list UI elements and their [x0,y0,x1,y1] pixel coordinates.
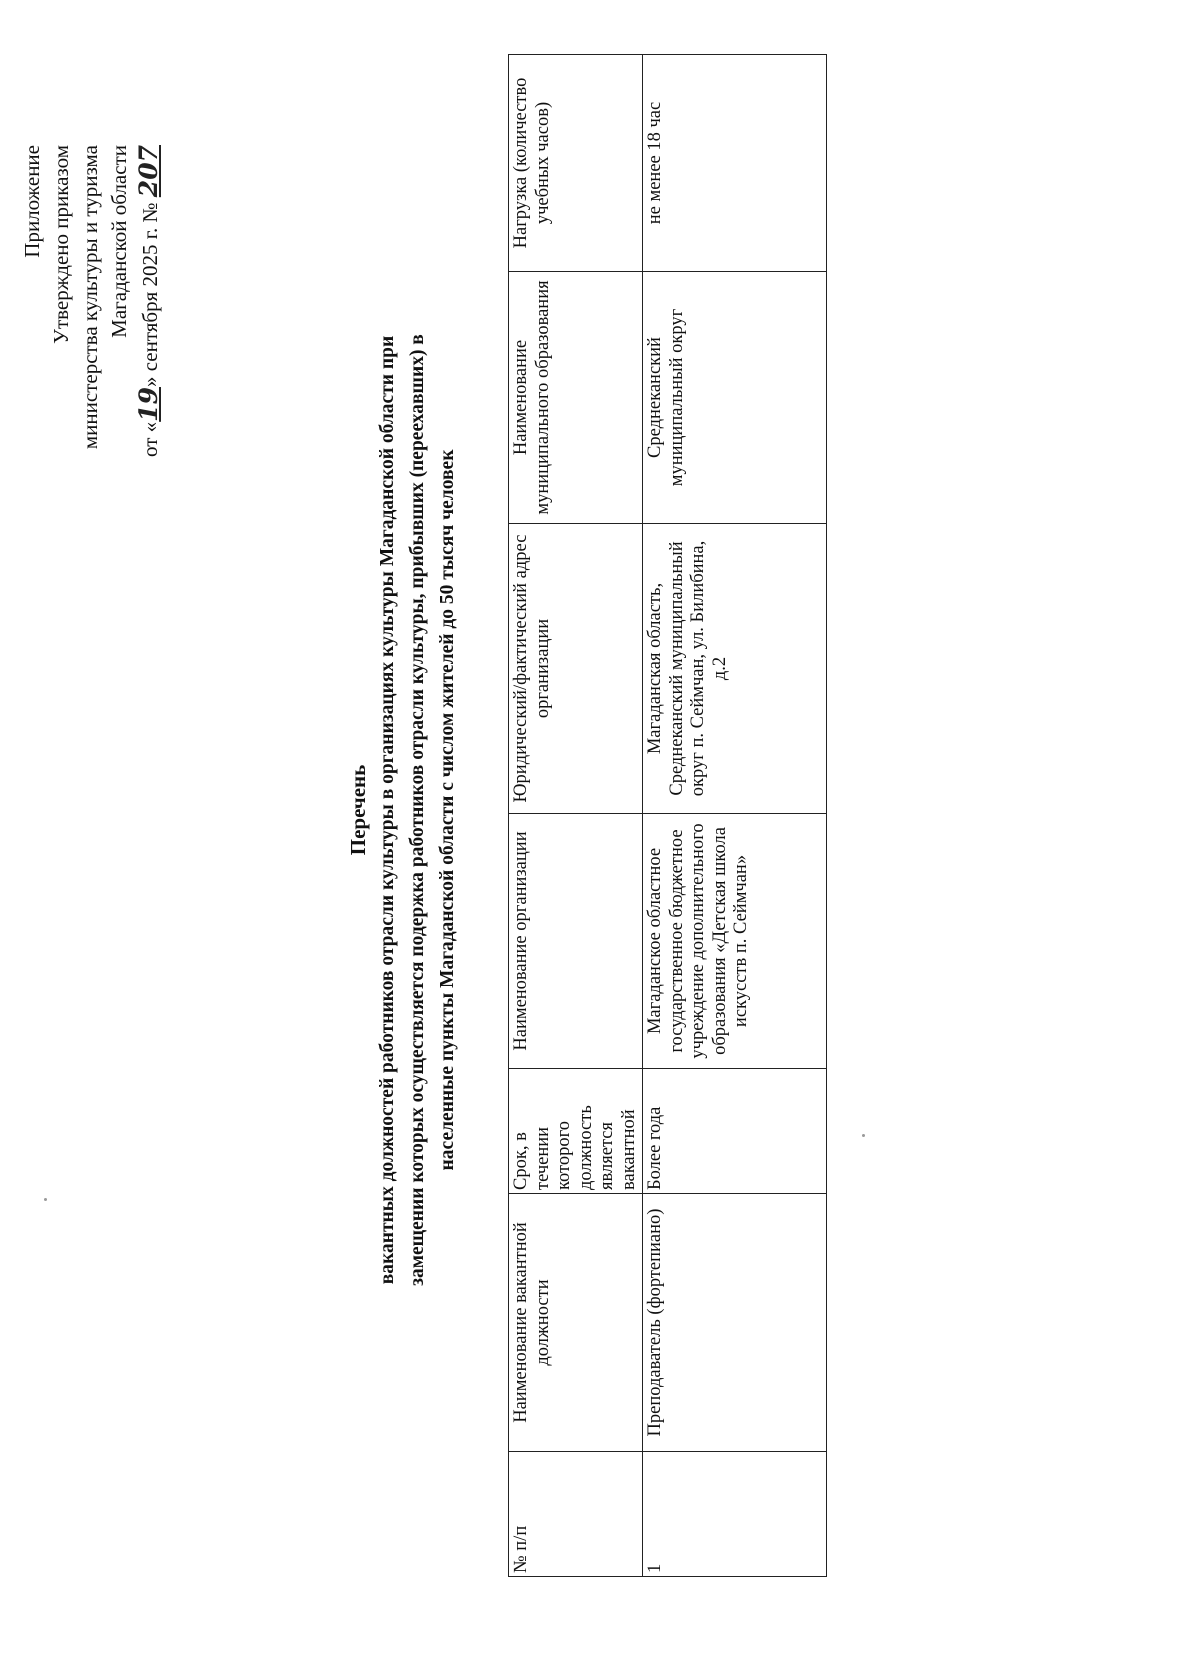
header-municipality: Наименование муниципального образования [509,272,643,524]
title-heading: Перечень [346,764,370,856]
handwritten-day: 19 [134,387,163,422]
date-month-year: » сентября 2025 г. № [138,202,162,388]
header-term: Срок, в течении которого должность является вакантной [509,1069,643,1194]
cell-address: Магаданская область, Среднеканский муниципальный округ п. Сеймчан, ул. Билибина, д.2 [643,524,827,814]
header-organization: Наименование организации [509,814,643,1069]
scan-speck [44,1198,47,1201]
header-load: Нагрузка (количество учебных часов) [509,55,643,272]
approved-label: Утверждено приказом [49,145,73,344]
approval-stamp-block [18,145,165,565]
header-position: Наименование вакантной должности [509,1194,643,1452]
header-address: Юридический/фактический адрес организации [509,524,643,814]
ministry-label: министерства культуры и туризма [78,145,102,450]
handwritten-order-number: 207 [134,145,163,198]
cell-position: Преподаватель (фортепиано) [643,1194,827,1452]
table-header-row [509,55,643,1577]
cell-municipality: Среднеканский муниципальный округ [643,272,827,524]
title-line-3: населенные пункты Магаданской области с числом жителей до 50 тысяч человек [437,449,458,1171]
date-prefix: от « [138,421,162,457]
order-date-line [134,145,165,565]
table-row [643,55,827,1577]
title-line-2: замещении которых осуществляется подержка работников отрасли культуры, прибывших (переехавших) в [407,334,428,1286]
vacancies-table [508,54,827,1577]
cell-load: не менее 18 час [643,55,827,272]
cell-number: 1 [643,1452,827,1577]
document-title [343,95,463,1525]
title-line-1: вакантных должностей работников отрасли культуры в организациях культуры Магаданской области при [377,335,398,1285]
appendix-label: Приложение [20,145,44,258]
header-number: № п/п [509,1452,643,1577]
scan-speck [862,1134,865,1137]
region-label: Магаданской области [107,145,131,338]
cell-term: Более года [643,1069,827,1194]
cell-organization: Магаданское областное государственное бюджетное учреждение дополнительного образования «Детская школа искусств п. Сеймчан» [643,814,827,1069]
